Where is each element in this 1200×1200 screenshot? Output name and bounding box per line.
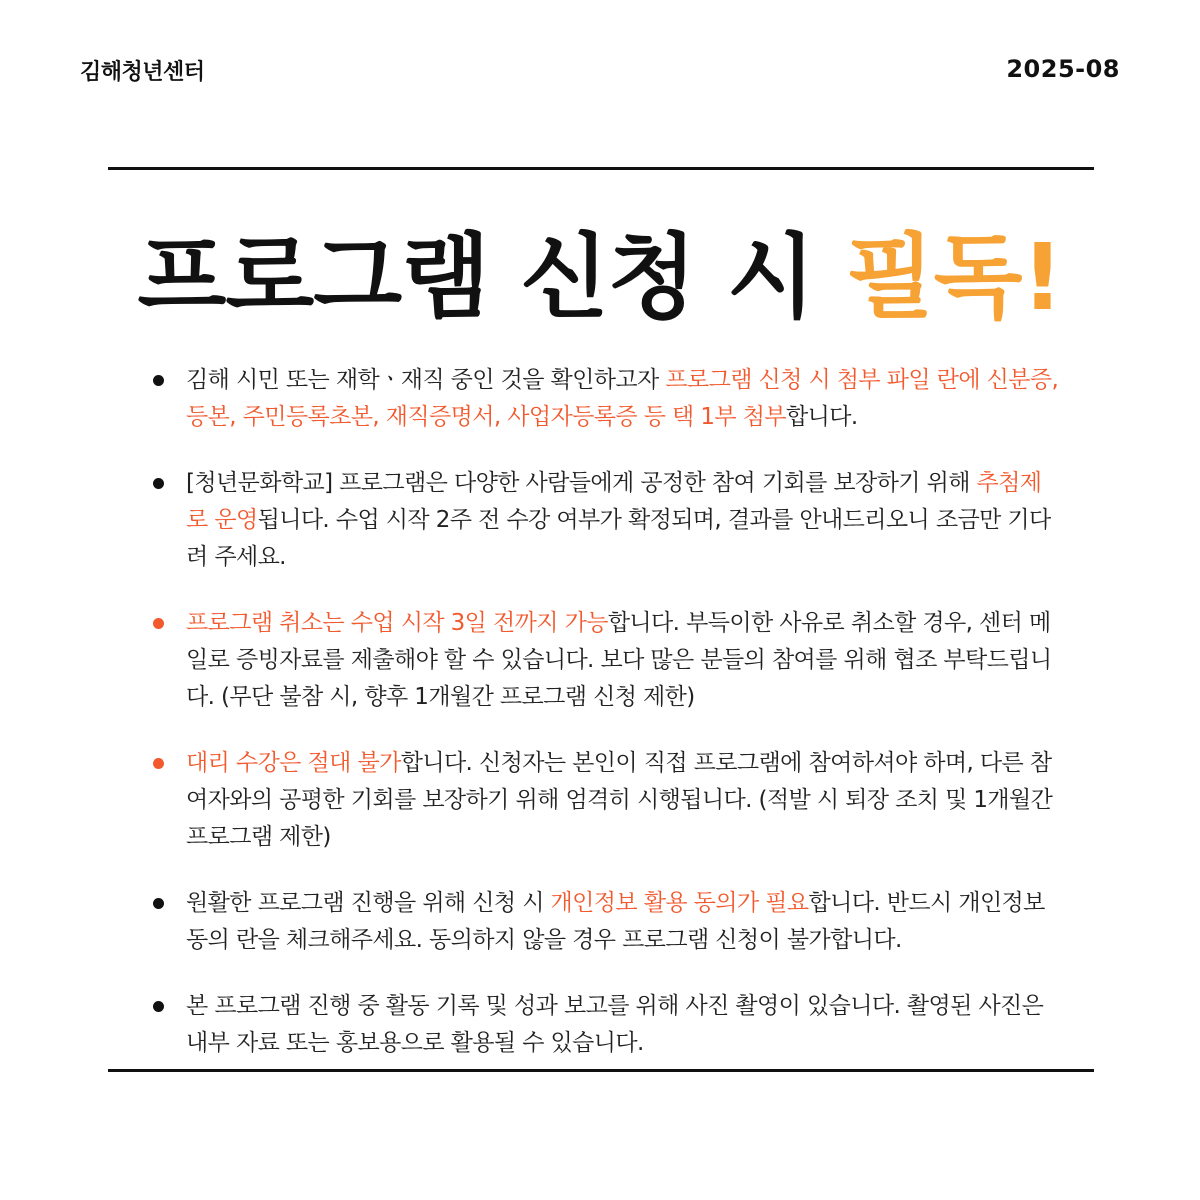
notice-item-photo: [150, 988, 1060, 1062]
bottom-divider: [108, 1069, 1094, 1072]
title-main: 프로그램 신청 시: [137, 224, 815, 331]
notice-text: 원활한 프로그램 진행을 위해 신청 시: [186, 890, 551, 916]
notice-text: [청년문화학교] 프로그램은 다양한 사람들에게 공정한 참여 기회를 보장하기 위해: [186, 470, 977, 496]
notice-highlight: 추첨제로 운영: [186, 470, 1042, 533]
notice-text: 합니다.: [785, 404, 858, 430]
notice-text: 됩니다. 수업 시작 2주 전 수강 여부가 확정되며, 결과를 안내드리오니 조금만 기다려 주세요.: [186, 507, 1051, 570]
notice-text: 합니다. 부득이한 사유로 취소할 경우, 센터 메일로 증빙자료를 제출해야 할 수 있습니다. 보다 많은 분들의 참여를 위해 협조 부탁드립니다. (무단 불참 시, 향후 1개월간 프로그램 신청 제한): [186, 610, 1052, 710]
notice-text: 합니다. 반드시 개인정보 동의 란을 체크해주세요. 동의하지 않을 경우 프로그램 신청이 불가합니다.: [186, 890, 1045, 953]
notice-text: 김해 시민 또는 재학ㆍ재직 중인 것을 확인하고자: [186, 367, 666, 393]
bullet-dot: [153, 1001, 164, 1012]
notice-item-lottery: [150, 465, 1060, 576]
org-name: 김해청년센터: [80, 60, 205, 85]
notice-item-privacy: [150, 885, 1060, 959]
notice-text: 합니다. 신청자는 본인이 직접 프로그램에 참여하셔야 하며, 다른 참여자와의 공평한 기회를 보장하기 위해 엄격히 시행됩니다. (적발 시 퇴장 조치 및 1개월간 프로그램 제한): [186, 750, 1053, 850]
bullet-dot: [153, 478, 164, 489]
notice-highlight: 대리 수강은 절대 불가: [186, 750, 401, 776]
bullet-dot: [153, 898, 164, 909]
notice-item-proxy: [150, 745, 1060, 856]
bullet-dot: [153, 375, 164, 386]
notice-highlight: 프로그램 신청 시 첨부 파일 란에 신분증, 등본, 주민등록초본, 재직증명서, 사업자등록증 등 택 1부 첨부: [186, 367, 1059, 430]
title-accent: 필독!: [845, 224, 1063, 331]
bullet-dot: [153, 618, 164, 629]
notice-item-residency: [150, 362, 1060, 436]
bullet-dot: [153, 758, 164, 769]
issue-date: 2025-08: [1006, 55, 1120, 83]
notice-highlight: 프로그램 취소는 수업 시작 3일 전까지 가능: [186, 610, 608, 636]
notice-highlight: 개인정보 활용 동의가 필요: [550, 890, 809, 916]
page-title: [0, 208, 1200, 348]
notice-list: [150, 362, 1060, 1091]
top-divider: [108, 167, 1094, 170]
notice-item-cancellation: [150, 605, 1060, 716]
notice-text: 본 프로그램 진행 중 활동 기록 및 성과 보고를 위해 사진 촬영이 있습니다. 촬영된 사진은 내부 자료 또는 홍보용으로 활용될 수 있습니다.: [186, 993, 1044, 1056]
